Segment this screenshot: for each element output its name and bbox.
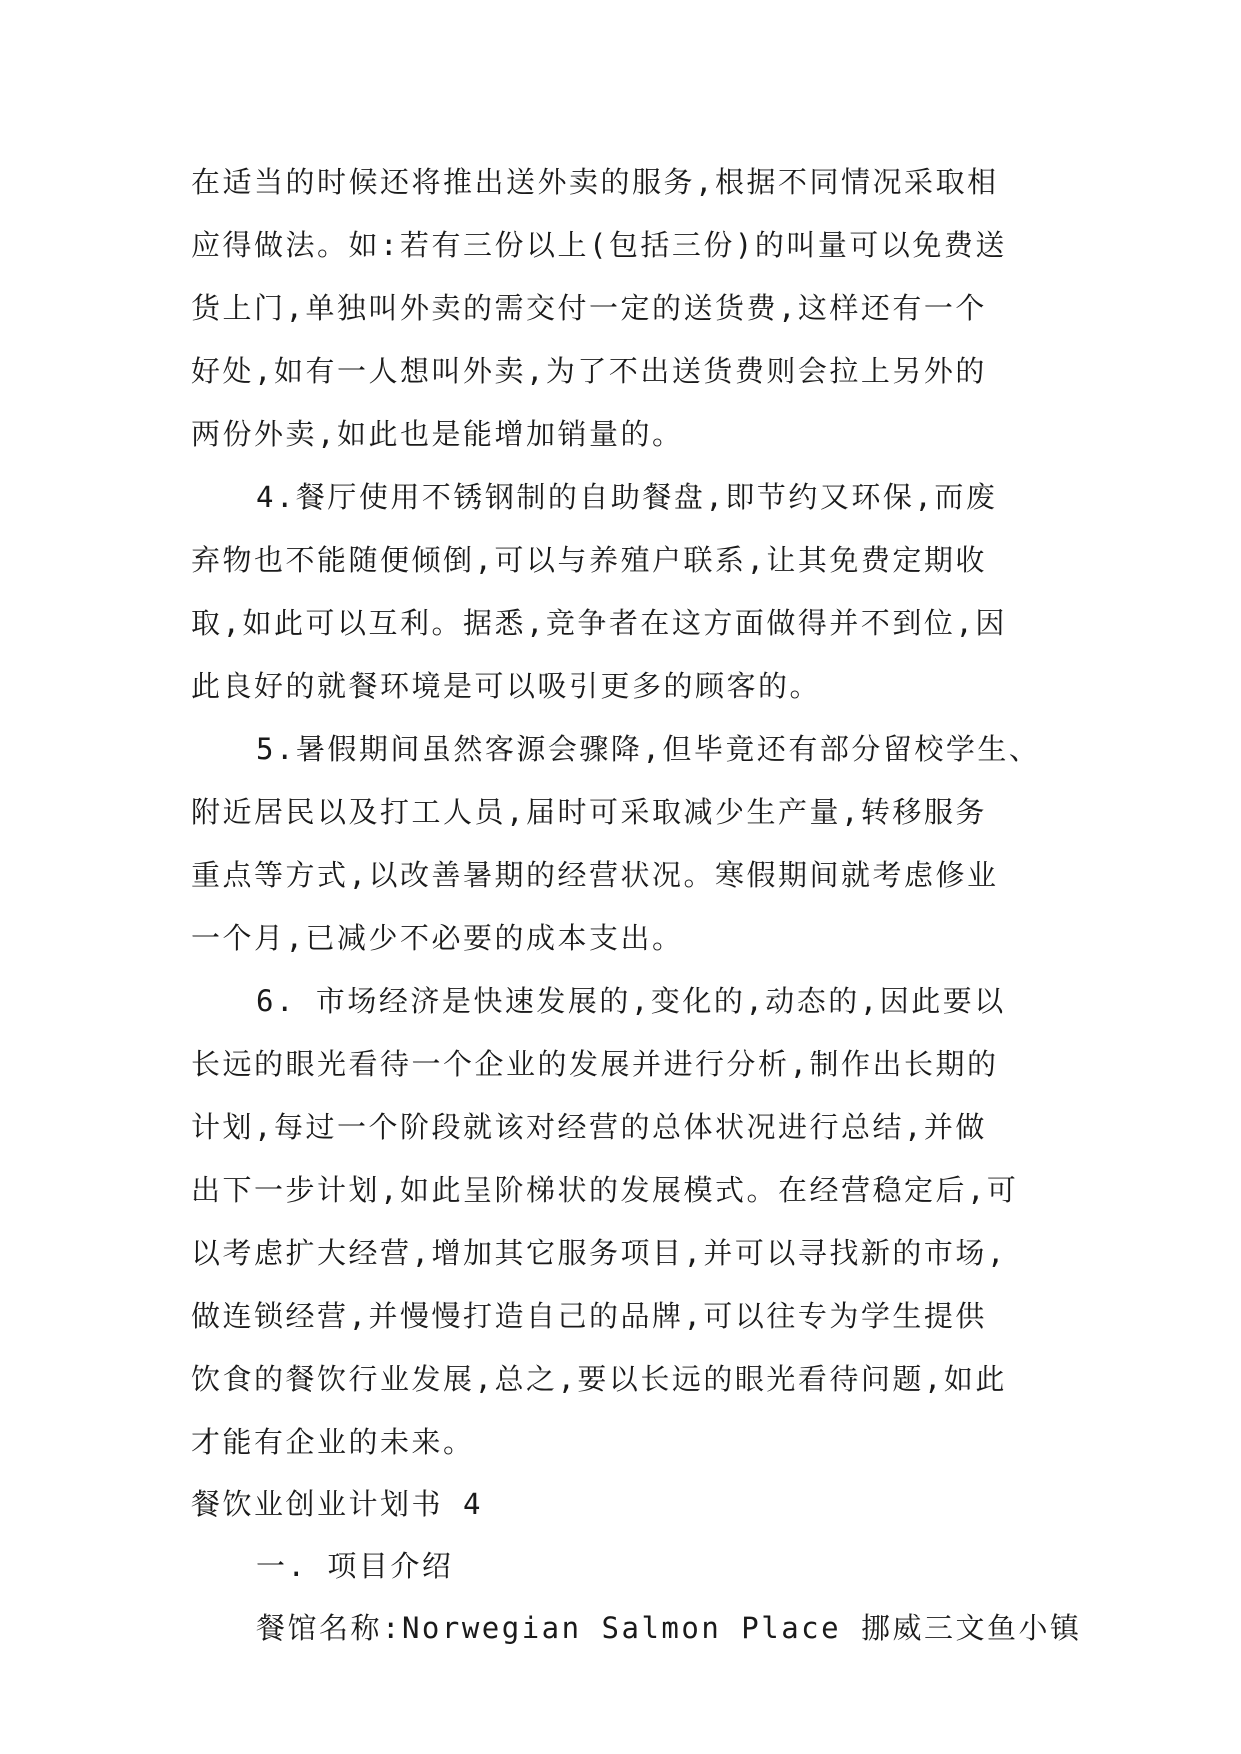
paragraph-line: 才能有企业的未来。 [191, 1425, 475, 1459]
paragraph-line: 4.餐厅使用不锈钢制的自助餐盘,即节约又环保,而废 [256, 480, 998, 514]
section-title: 餐饮业创业计划书 4 [191, 1487, 483, 1521]
paragraph-line: 应得做法。如:若有三份以上(包括三份)的叫量可以免费送 [191, 228, 1007, 262]
paragraph-line: 好处,如有一人想叫外卖,为了不出送货费则会拉上另外的 [191, 354, 987, 388]
paragraph-line: 出下一步计划,如此呈阶梯状的发展模式。在经营稳定后,可 [191, 1173, 1019, 1207]
paragraph-line: 在适当的时候还将推出送外卖的服务,根据不同情况采取相 [191, 165, 999, 199]
paragraph-line: 两份外卖,如此也是能增加销量的。 [191, 417, 684, 451]
paragraph-line: 计划,每过一个阶段就该对经营的总体状况进行总结,并做 [191, 1110, 987, 1144]
paragraph-line: 此良好的就餐环境是可以吸引更多的顾客的。 [191, 669, 822, 703]
section-subheading: 一. 项目介绍 [256, 1549, 454, 1583]
paragraph-line: 重点等方式,以改善暑期的经营状况。寒假期间就考虑修业 [191, 858, 999, 892]
paragraph-line: 长远的眼光看待一个企业的发展并进行分析,制作出长期的 [191, 1047, 999, 1081]
paragraph-line: 货上门,单独叫外卖的需交付一定的送货费,这样还有一个 [191, 291, 987, 325]
restaurant-name-line: 餐馆名称:Norwegian Salmon Place 挪威三文鱼小镇 [256, 1611, 1082, 1645]
paragraph-line: 取,如此可以互利。据悉,竞争者在这方面做得并不到位,因 [191, 606, 1007, 640]
paragraph-line: 饮食的餐饮行业发展,总之,要以长远的眼光看待问题,如此 [191, 1362, 1007, 1396]
paragraph-line: 6. 市场经济是快速发展的,变化的,动态的,因此要以 [256, 984, 1006, 1018]
paragraph-line: 以考虑扩大经营,增加其它服务项目,并可以寻找新的市场, [191, 1236, 1007, 1270]
paragraph-line: 附近居民以及打工人员,届时可采取减少生产量,转移服务 [191, 795, 987, 829]
paragraph-line: 一个月,已减少不必要的成本支出。 [191, 921, 684, 955]
paragraph-line: 弃物也不能随便倾倒,可以与养殖户联系,让其免费定期收 [191, 543, 987, 577]
paragraph-line: 做连锁经营,并慢慢打造自己的品牌,可以往专为学生提供 [191, 1299, 987, 1333]
paragraph-line: 5.暑假期间虽然客源会骤降,但毕竟还有部分留校学生、 [256, 732, 1041, 766]
